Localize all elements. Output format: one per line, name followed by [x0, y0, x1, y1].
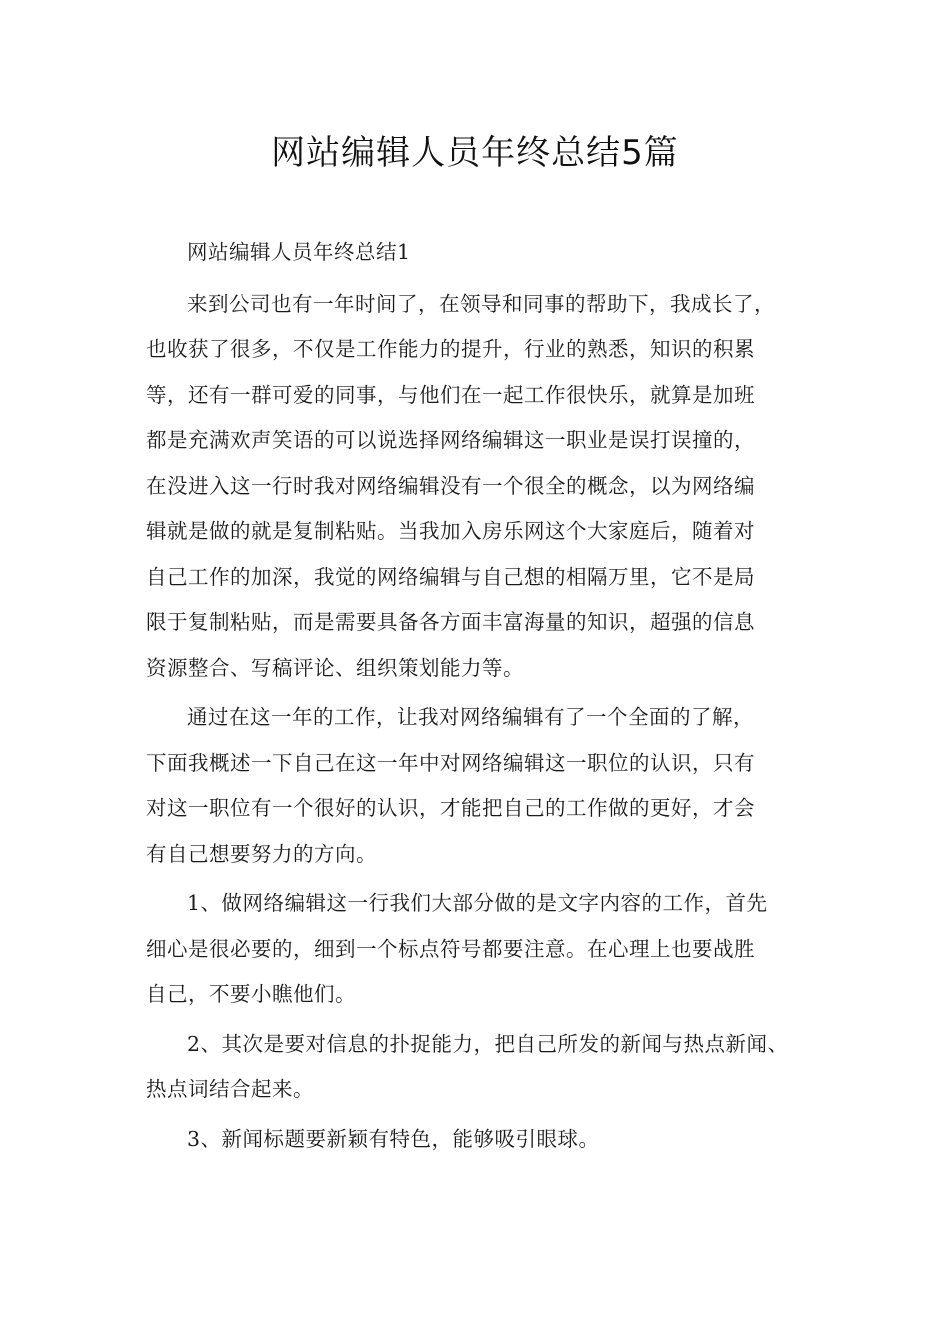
text-line: 自己，不要小瞧他们。	[146, 982, 356, 1006]
text-line: 都是充满欢声笑语的可以说选择网络编辑这一职业是误打误撞的，	[146, 428, 755, 452]
text-line: 等，还有一群可爱的同事，与他们在一起工作很快乐，就算是加班	[146, 382, 755, 407]
paragraph-4	[146, 1022, 826, 1113]
paragraph-3	[146, 881, 826, 1018]
text-line: 下面我概述一下自己在这一年中对网络编辑这一职位的认识，只有	[146, 750, 755, 775]
text-line: 对这一职位有一个很好的认识，才能把自己的工作做的更好，才会	[146, 796, 755, 820]
text-line: 限于复制粘贴，而是需要具备各方面丰富海量的知识，超强的信息	[146, 610, 755, 634]
text-line: 来到公司也有一年时间了，在领导和同事的帮助下，我成长了，	[187, 291, 775, 316]
text-line: 也收获了很多，不仅是工作能力的提升，行业的熟悉，知识的积累	[146, 337, 755, 361]
text-line: 热点词结合起来。	[146, 1077, 314, 1101]
text-line: 自己工作的加深，我觉的网络编辑与自己想的相隔万里，它不是局	[146, 564, 755, 589]
paragraph-1	[146, 282, 826, 692]
text-line: 1、做网络编辑这一行我们大部分做的是文字内容的工作，首先	[187, 891, 768, 915]
text-line: 资源整合、写稿评论、组织策划能力等。	[146, 655, 524, 680]
paragraph-2	[146, 695, 826, 877]
page-title: 网站编辑人员年终总结5篇	[271, 133, 679, 173]
text-line: 有自己想要努力的方向。	[146, 841, 377, 866]
text-line: 辑就是做的就是复制粘贴。当我加入房乐网这个大家庭后，随着对	[146, 519, 755, 543]
text-line: 通过在这一年的工作，让我对网络编辑有了一个全面的了解，	[187, 705, 754, 729]
text-line: 在没进入这一行时我对网络编辑没有一个很全的概念，以为网络编	[146, 473, 755, 498]
paragraph-5	[146, 1117, 826, 1163]
text-line: 3、新闻标题要新颖有特色，能够吸引眼球。	[187, 1126, 600, 1151]
document-body	[146, 230, 826, 1162]
text-line: 细心是很必要的，细到一个标点符号都要注意。在心理上也要战胜	[146, 936, 755, 961]
text-line: 2、其次是要对信息的扑捉能力，把自己所发的新闻与热点新闻、	[187, 1031, 789, 1056]
section-heading: 网站编辑人员年终总结1	[187, 240, 411, 264]
